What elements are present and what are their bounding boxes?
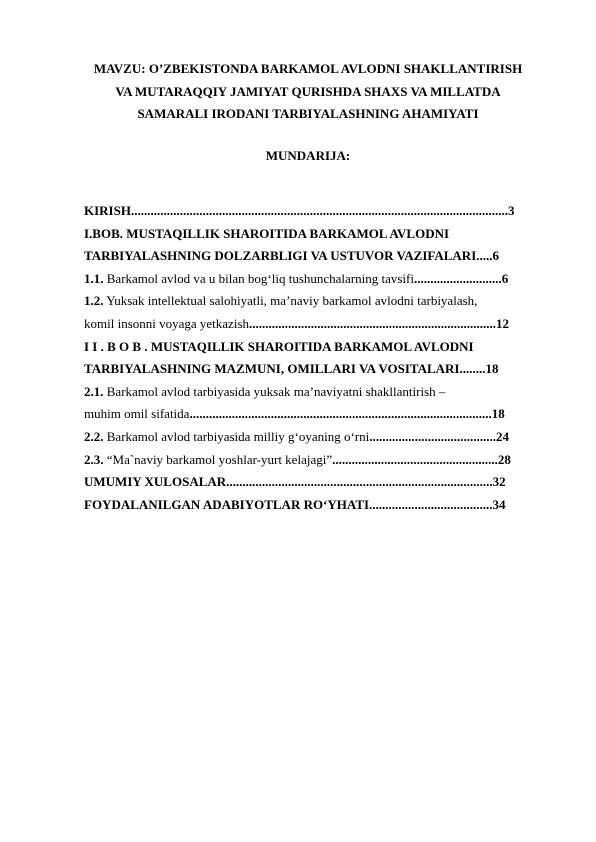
title-line-2: VA MUTARAQQIY JAMIYAT QURISHDA SHAXS VA MILLATDA	[115, 83, 501, 99]
toc-entry-introduction: KIRISH....................................................................................................................3	[84, 203, 515, 218]
toc-entry-leader-page: ...........................6	[414, 270, 509, 286]
toc-entry-number: 2.3.	[84, 451, 104, 467]
title-line-3: SAMARALI IRODANI TARBIYALASHNING AHAMIYATI	[137, 106, 479, 121]
toc-entry-2-1-line-1	[84, 381, 546, 404]
toc-entry-text: Barkamol avlod va u bilan bog‘liq tushunchalarning tavsifi	[103, 270, 414, 286]
toc-entry-leader-page: ............................................................................12	[249, 315, 510, 331]
document-title	[60, 58, 556, 126]
toc-entry-leader-page: ...................................................28	[332, 451, 511, 467]
toc-chapter-1-line-2: TARBIYALASHNING DOLZARBLIGI VA USTUVOR VAZIFALARI.....6	[84, 248, 500, 264]
toc-entry-number: 2.1.	[84, 383, 104, 399]
toc-entry-text: komil insonni voyaga yetkazish	[84, 315, 250, 331]
toc-entry-number: 1.2.	[84, 293, 104, 309]
toc-entry-conclusions: UMUMIY XULOSALAR..................................................................................32	[84, 474, 506, 490]
table-of-contents	[84, 200, 546, 516]
toc-entry-text: Barkamol avlod tarbiyasida yuksak ma’naviyatni shakllantirish –	[103, 383, 446, 399]
toc-entry-2-2	[84, 426, 546, 449]
toc-entry-2-1-line-2	[84, 403, 546, 426]
toc-entry-2-3	[84, 449, 546, 472]
toc-entry-text: muhim omil sifatida	[84, 406, 190, 422]
toc-entry-leader-page: .............................................................................................18	[189, 406, 505, 422]
toc-entry-number: 1.1.	[84, 270, 104, 286]
toc-entry-1-1	[84, 268, 546, 291]
toc-chapter-2-line-1: I I . B O B . MUSTAQILLIK SHAROITIDA BARKAMOL AVLODNI	[84, 338, 474, 354]
toc-entry-text: “Ma`naviy barkamol yoshlar-yurt kelajagi”	[103, 451, 333, 467]
title-line-1: MAVZU: O’ZBEKISTONDA BARKAMOL AVLODNI SHAKLLANTIRISH	[93, 61, 523, 76]
toc-entry-1-2-line-2	[84, 313, 546, 336]
toc-entry-text: Yuksak intellektual salohiyatli, ma’naviy barkamol avlodni tarbiyalash,	[103, 293, 478, 309]
toc-entry-references: FOYDALANILGAN ADABIYOTLAR RO‘YHATI......................................34	[84, 496, 506, 512]
toc-entry-1-2-line-1	[84, 290, 546, 313]
toc-chapter-2-line-2: TARBIYALASHNING MAZMUNI, OMILLARI VA VOSITALARI........18	[84, 361, 499, 377]
toc-entry-leader-page: .......................................24	[369, 428, 509, 444]
toc-entry-text: Barkamol avlod tarbiyasida milliy g‘oyaning o‘rni	[103, 428, 370, 444]
contents-heading: MUNDARIJA:	[265, 148, 351, 163]
toc-chapter-1-line-1: I.BOB. MUSTAQILLIK SHAROITIDA BARKAMOL AVLODNI	[84, 225, 450, 241]
toc-entry-number: 2.2.	[84, 428, 104, 444]
